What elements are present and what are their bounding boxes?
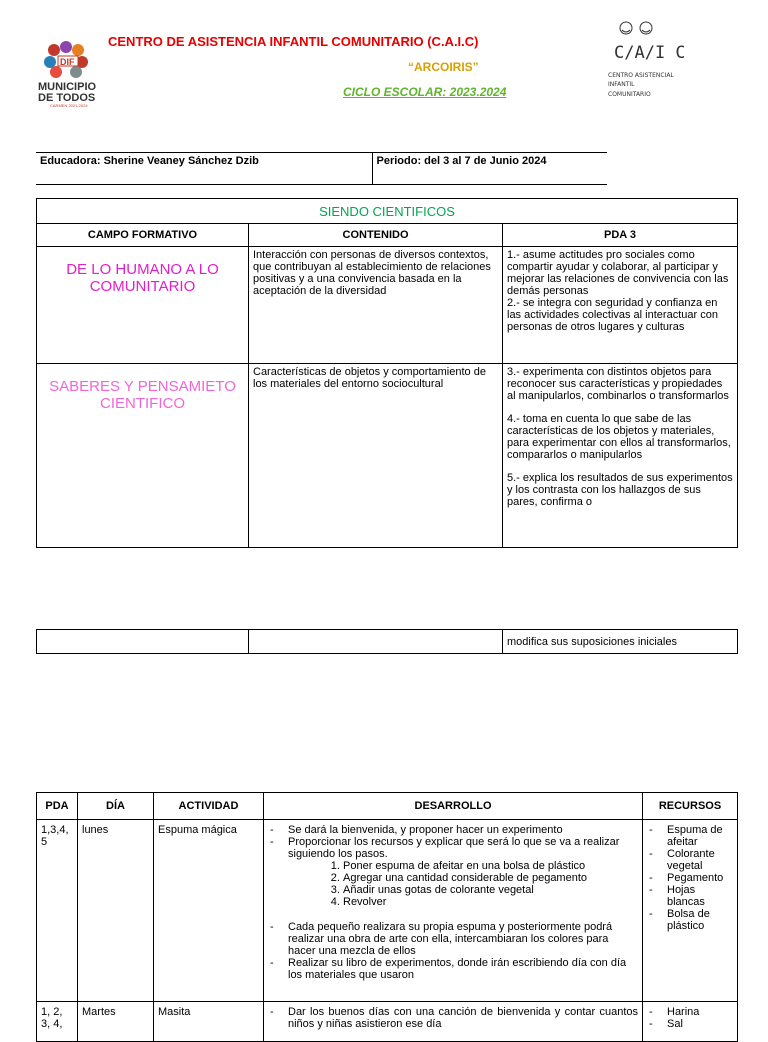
- document-title: CENTRO DE ASISTENCIA INFANTIL COMUNITARIO (C.A.I.C): [108, 34, 479, 49]
- svg-text:CENTRO ASISTENCIAL: CENTRO ASISTENCIAL: [608, 72, 674, 79]
- svg-text:DIF: DIF: [60, 57, 75, 67]
- svg-text:MUNICIPIO: MUNICIPIO: [38, 81, 97, 93]
- pda-cell: 1,3,4, 5: [37, 820, 78, 1002]
- steps-list: [288, 860, 638, 908]
- desarrollo-cell: [264, 820, 643, 1002]
- recursos-cell: [643, 820, 738, 1002]
- list-item: [268, 836, 638, 908]
- contenido: Características de objetos y comportamiento de los materiales del entorno sociocultural: [249, 364, 503, 548]
- table-row: [37, 1002, 738, 1042]
- actividad-cell: Masita: [154, 1002, 264, 1042]
- activities-table: [36, 792, 738, 1042]
- header-dia: DÍA: [78, 793, 154, 820]
- resource-item: - Bolsa de plástico: [647, 908, 733, 932]
- header-contenido: CONTENIDO: [249, 224, 503, 247]
- planning-title: SIENDO CIENTIFICOS: [37, 199, 738, 224]
- actividad-cell: Espuma mágica: [154, 820, 264, 1002]
- header-pda: PDA 3: [503, 224, 738, 247]
- caic-logo: [606, 20, 684, 102]
- resource-item: - Espuma de afeitar: [647, 824, 733, 848]
- pda-cell: 1, 2, 3, 4,: [37, 1002, 78, 1042]
- resource-item: - Sal: [647, 1018, 733, 1030]
- resource-item: - Hojas blancas: [647, 884, 733, 908]
- list-item-text: Proporcionar los recursos y explicar que será lo que se va a realizar siguiendo los pasos.: [288, 836, 620, 860]
- pda-item: 3.- experimenta con distintos objetos para reconocer sus características y propiedades al manipularlos, combinarlos o transformarlos: [507, 366, 729, 402]
- planning-table: [36, 198, 738, 548]
- resource-item: - Colorante vegetal: [647, 848, 733, 872]
- header-campo: CAMPO FORMATIVO: [37, 224, 249, 247]
- resource-item: - Pegamento: [647, 872, 733, 884]
- list-item: - Cada pequeño realizara su propia espuma y posteriormente podrá realizar una obra de arte con ella, intercambiaran los colores para hacer una mezcla de ellos: [268, 921, 638, 957]
- header-actividad: ACTIVIDAD: [154, 793, 264, 820]
- educadora: Educadora: Sherine Veaney Sánchez Dzib: [36, 153, 372, 185]
- resource-item: - Harina: [647, 1006, 733, 1018]
- table-row: [37, 820, 738, 1002]
- header-pda: PDA: [37, 793, 78, 820]
- svg-text:COMUNITARIO: COMUNITARIO: [608, 91, 651, 98]
- list-item: - Se dará la bienvenida, y proponer hacer un experimento: [268, 824, 638, 836]
- svg-text:CARMEN 2021-2024: CARMEN 2021-2024: [50, 103, 88, 108]
- dia-cell: Martes: [78, 1002, 154, 1042]
- svg-text:INFANTIL: INFANTIL: [608, 81, 635, 88]
- info-table: [36, 152, 607, 185]
- step-item: 4. Revolver: [343, 896, 638, 908]
- pda-text: 1.- asume actitudes pro sociales como compartir ayudar y colaborar, al participar y mejorar las relaciones de convivencia con las demás personas 2.- se integra con seguridad y confianza en las actividades colectivas al interactuar con personas de otros lugares y culturas: [503, 247, 738, 364]
- list-item: - Realizar su libro de experimentos, donde irán escribiendo día con día los materiales que usaron: [268, 957, 638, 981]
- municipio-logo: [36, 40, 116, 110]
- pda-item: 5.- explica los resultados de sus experimentos y los contrasta con los hallazgos de sus pares, confirma o: [507, 472, 733, 508]
- svg-text:DE TODOS: DE TODOS: [38, 92, 96, 104]
- pda-text: [503, 364, 738, 548]
- dia-cell: lunes: [78, 820, 154, 1002]
- empty-cell: [37, 630, 249, 654]
- school-cycle: CICLO ESCOLAR: 2023.2024: [343, 85, 507, 99]
- pda-item: 4.- toma en cuenta lo que sabe de las características de los objetos y materiales, para experimentar con ellos al transformarlos, compararlos o manipularlos: [507, 413, 731, 461]
- svg-text:C/A/I C: C/A/I C: [614, 43, 684, 63]
- step-item: 2. Agregar una cantidad considerable de pegamento: [343, 872, 638, 884]
- list-item: - Dar los buenos días con una canción de bienvenida y contar cuantos niños y niñas asistieron ese día: [268, 1006, 638, 1030]
- periodo: Periodo: del 3 al 7 de Junio 2024: [372, 153, 607, 185]
- header-desarrollo: DESARROLLO: [264, 793, 643, 820]
- recursos-cell: [643, 1002, 738, 1042]
- header-recursos: RECURSOS: [643, 793, 738, 820]
- empty-cell: [249, 630, 503, 654]
- desarrollo-cell: [264, 1002, 643, 1042]
- step-item: 1. Poner espuma de afeitar en una bolsa de plástico: [343, 860, 638, 872]
- contenido: Interacción con personas de diversos contextos, que contribuyan al establecimiento de relaciones positivas y a una convivencia basada en la aceptación de la diversidad: [249, 247, 503, 364]
- planning-continuation: [36, 629, 738, 654]
- campo-formativo: DE LO HUMANO A LO COMUNITARIO: [37, 247, 249, 364]
- campo-formativo: SABERES Y PENSAMIETO CIENTIFICO: [37, 364, 249, 548]
- school-name: “ARCOIRIS”: [408, 60, 479, 74]
- step-item: 3. Añadir unas gotas de colorante vegetal: [343, 884, 638, 896]
- pda-continuation: modifica sus suposiciones iniciales: [503, 630, 738, 654]
